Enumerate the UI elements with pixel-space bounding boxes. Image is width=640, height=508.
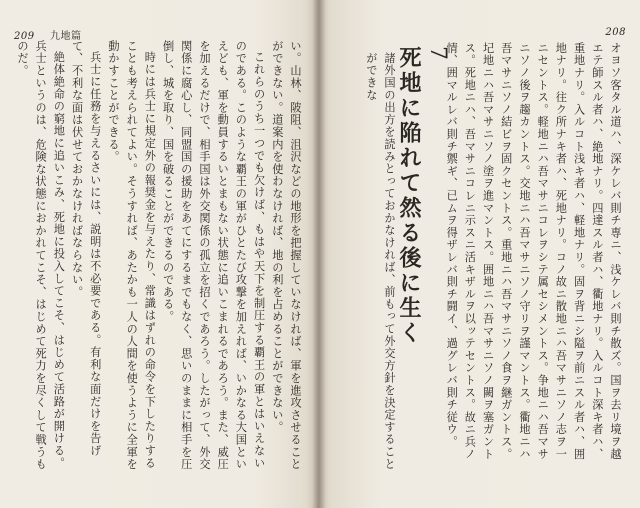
- chapter-intro: [358, 52, 398, 472]
- paragraph: 時には兵士に規定外の報奨金を与えたり、常識はずれの命令を下したりすることも考えられてよい。そうすれば、あたかも一人の人間を使うように全軍を動かすことができる。: [106, 40, 157, 471]
- left-page-body: [16, 40, 304, 480]
- right-page-number: 208: [605, 27, 626, 38]
- intro-text: 諸外国の出方を読みとっておかなければ、前もって外交方針を決定することができな: [364, 52, 396, 471]
- chapter-number: 7: [425, 46, 450, 60]
- chapter-heading: [396, 46, 450, 426]
- classical-text: オヨソ客タル道ハ、深ケレバ則チ専ニ、浅ケレバ則チ散ズ。国ヲ去リ境ヲ越エテ師スル者ハ、絶地ナリ。四達スル者ハ、衢地ナリ。入ルコト深キ者ハ、重地ナリ。入ルコト浅キ者ハ、軽地ナリ。固ヲ背ニシ隘ヲ前ニスル者ハ、囲地ナリ。往ク所ナキ者ハ、死地ナリ。コノ故ニ散地ニハ吾マサニソノ志ヲ一ニセントス。軽地ニハ吾マサニコレヲシテ属セシメントス。争地ニハ吾マサニソノ後ヲ趨カントス。交地ニハ吾マサニソノ守リヲ謹マントス。衢地ニハ吾マサニソノ結ビヲ固クセントス。重地ニハ吾マサニソノ食ヲ継ガントス。圮地ニハ吾マサニソノ塗ヲ進マントス。囲地ニハ吾マサニソノ闕ヲ塞ガントス。死地ニハ、吾マサニコレニ示スニ活キザルヲ以ッテセントス。故ニ兵ノ情、囲マルレバ則チ禦ギ、已ムヲ得ザレバ則チ闘イ、過グレバ則チ従ウ。: [445, 42, 622, 461]
- running-head: 九地篇: [49, 31, 82, 42]
- book-spine: [312, 0, 326, 508]
- left-page-number: 209: [14, 31, 35, 42]
- paragraph: これらのうち一つでも欠けば、もはや天下を制圧する覇王の軍とはいえないのである。このような覇王の軍がひとたび攻撃を加えれば、いかなる大国といえども、軍を動員するいとまもない状態に追いこまれるであろう。また、威圧を加えるだけで、相手国は外交関係の孤立を招くであろう。したがって、外交関係に腐心し、同盟国の援助をあてにするまでもなく、思いのままに相手を圧倒し、城を取り、国を破ることができるのである。: [161, 40, 266, 471]
- paragraph: い。山林、陂阻、沮沢などの地形を把握していなければ、軍を進攻させることができない。道案内を使わなければ、地の利を占めることができない。: [270, 40, 302, 471]
- left-page: [0, 0, 318, 508]
- right-page: [318, 0, 640, 508]
- paragraph: 絶体絶命の窮地に追いこみ、死地に投入してこそ、はじめて活路が開ける。兵士というのは、危険な状態におかれてこそ、はじめて死力を尽くして戦うものだ。: [15, 40, 66, 471]
- chapter-title: 死地に陥れて然る後に生く: [396, 46, 422, 346]
- right-page-header: [605, 27, 626, 38]
- paragraph: 兵士に任務を与えるさいには、説明は不必要である。有利な面だけを告げて、不利な面は伏せておかなければならない。: [70, 40, 102, 458]
